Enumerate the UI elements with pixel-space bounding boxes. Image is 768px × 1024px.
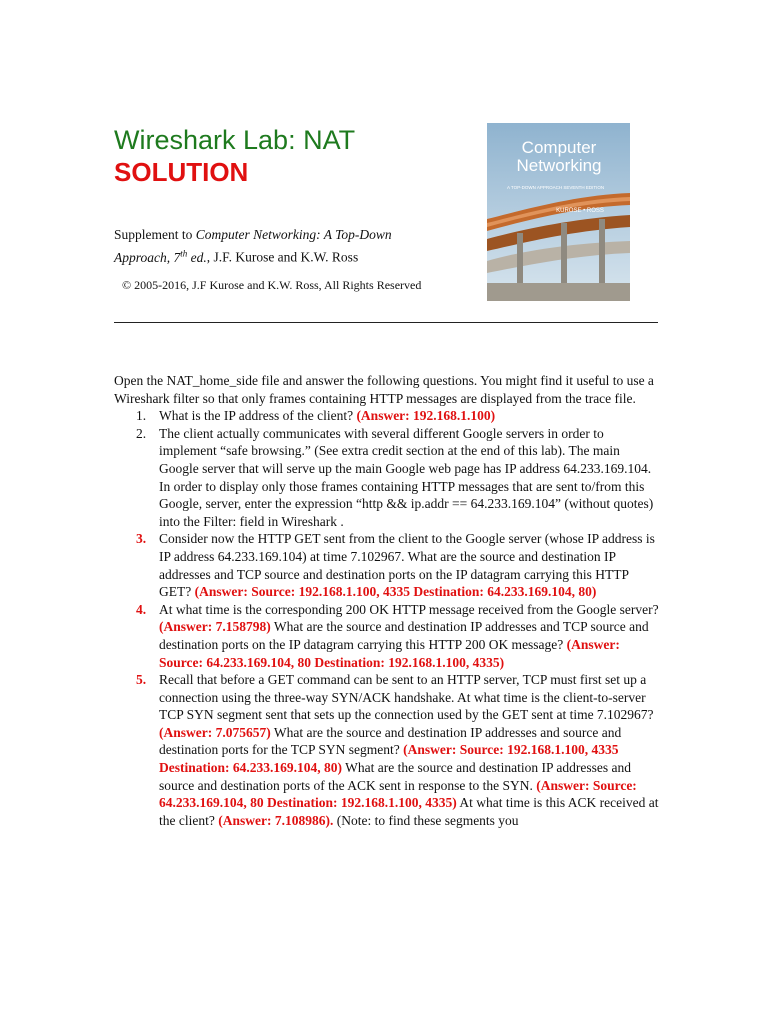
answer-text: (Answer: Source: 192.168.1.100, 4335 Destination: 64.233.169.104, 80) xyxy=(159,742,619,776)
question-item xyxy=(114,601,662,671)
question-text: What are the source and destination IP addresses and source and destination ports of the ACK sent in response to the SYN. xyxy=(159,760,632,793)
question-text: The client actually communicates with several different Google servers in order to implement “safe browsing.” (See extra credit section at the end of this lab). The main Google server that will serve up the main Google web page has IP address 64.233.169.104. In order to display only those frames containing HTTP messages that are sent to/from this Google, server, enter the expression “http && ip.addr == 64.233.169.104” (without quotes) into the Filter: field in Wireshark . xyxy=(159,425,654,529)
question-text: What is the IP address of the client? xyxy=(159,408,357,424)
question-item xyxy=(114,671,662,829)
cover-title-line1: Computer xyxy=(521,138,597,157)
question-text: Consider now the HTTP GET sent from the client to the Google server (whose IP address is IP address 64.233.169.104) at time 7.102967. What are the source and destination IP addresses and TCP source and destination ports on the IP datagram carrying this HTTP GET? xyxy=(159,531,655,600)
document-body xyxy=(114,372,662,829)
supplement-line xyxy=(114,226,444,267)
question-number: 5. xyxy=(136,672,147,688)
answer-text: (Answer: Source: 64.233.169.104, 80 Destination: 192.168.1.100, 4335) xyxy=(159,636,620,670)
question-text: At what time is the corresponding 200 OK HTTP message received from the Google server? xyxy=(159,601,659,617)
question-number: 4. xyxy=(136,601,147,617)
cover-title-line2: Networking xyxy=(516,156,602,175)
supplement-authors: , J.F. Kurose and K.W. Ross xyxy=(206,249,359,265)
question-number: 3. xyxy=(136,531,147,547)
answer-text: (Answer: 7.108986). xyxy=(218,812,334,828)
answer-text: (Answer: 192.168.1.100) xyxy=(356,408,496,424)
answer-text: (Answer: Source: 192.168.1.100, 4335 Destination: 64.233.169.104, 80) xyxy=(194,584,597,600)
book-title: Computer Networking: A Top-Down Approach, 7th ed. xyxy=(114,227,392,265)
header-divider xyxy=(114,322,658,323)
answer-text: (Answer: Source: 64.233.169.104, 80 Destination: 192.168.1.100, 4335) xyxy=(159,777,637,811)
supplement-prefix: Supplement to xyxy=(114,227,196,242)
page-title: Wireshark Lab: NAT xyxy=(114,125,356,155)
question-number: 1. xyxy=(136,408,147,424)
question-number: 2. xyxy=(136,425,147,441)
question-text: What are the source and destination IP addresses and source and destination ports for the TCP SYN segment? xyxy=(159,724,622,758)
question-item xyxy=(114,530,662,600)
solution-heading: SOLUTION xyxy=(114,157,249,187)
question-item xyxy=(114,407,662,425)
book-cover-image xyxy=(487,123,630,301)
question-item xyxy=(114,425,662,531)
question-text: What are the source and destination IP addresses and TCP source and destination ports on the IP datagram carrying this HTTP 200 OK message? xyxy=(159,619,649,652)
answer-text: (Answer: 7.075657) xyxy=(159,724,271,740)
question-text: Recall that before a GET command can be sent to an HTTP server, TCP must first set up a connection using the three-way SYN/ACK handshake. At what time is the client-to-server TCP SYN segment sent that sets up the connection used by the GET sent at time 7.102967? xyxy=(159,672,654,723)
answer-text: (Answer: 7.158798) xyxy=(159,619,271,635)
copyright-notice: © 2005-2016, J.F Kurose and K.W. Ross, All Rights Reserved xyxy=(122,278,422,292)
edition-superscript: th xyxy=(180,248,188,258)
question-text: (Note: to find these segments you xyxy=(333,812,519,828)
cover-authors: KUROSE • ROSS xyxy=(556,208,604,214)
question-text: At what time is this ACK received at the client? xyxy=(159,795,659,828)
intro-paragraph: Open the NAT_home_side file and answer the following questions. You might find it useful to use a Wireshark filter so that only frames containing HTTP messages are displayed from the trace file. xyxy=(114,373,654,406)
question-list xyxy=(114,407,662,829)
cover-tagline: A TOP-DOWN APPROACH SEVENTH EDITION xyxy=(507,185,605,190)
